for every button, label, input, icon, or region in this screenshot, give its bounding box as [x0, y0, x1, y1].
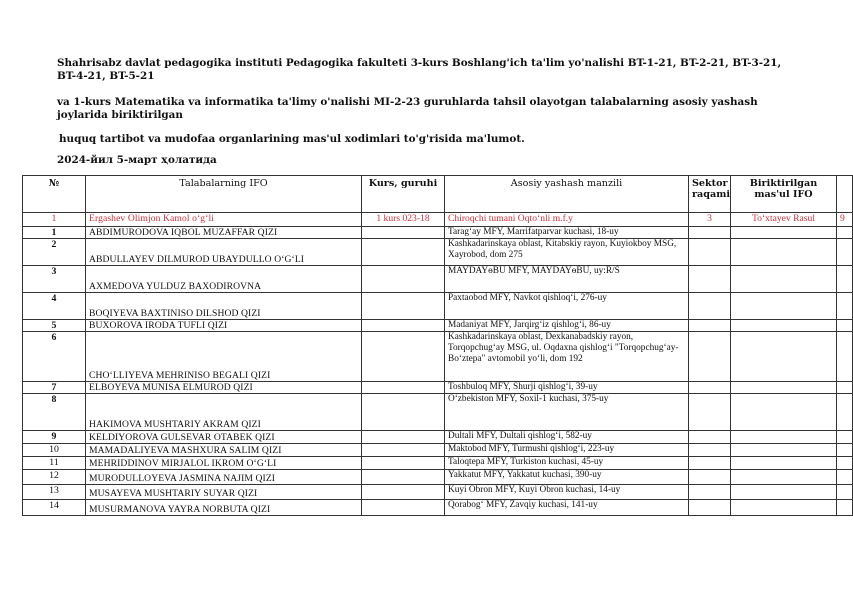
- example-sector: 3: [689, 213, 731, 227]
- row-assigned: [731, 293, 837, 320]
- row-address: Kuyi Obron MFY, Kuyi Obron kuchasi, 14-uy: [445, 485, 689, 500]
- row-sector: [689, 332, 731, 382]
- row-extra: [837, 266, 853, 293]
- row-address: Taloqtepa MFY, Turkiston kuchasi, 45-uy: [445, 457, 689, 470]
- header-sector: Sektor raqami: [689, 176, 731, 213]
- row-sector: [689, 444, 731, 457]
- row-extra: [837, 470, 853, 485]
- row-course: [362, 444, 445, 457]
- row-extra: [837, 332, 853, 382]
- row-student-name: MAMADALIYEVA MASHXURA SALIM QIZI: [86, 444, 362, 457]
- row-sector: [689, 431, 731, 444]
- row-student-name: ABDIMURODOVA IQBOL MUZAFFAR QIZI: [86, 227, 362, 239]
- row-address: Madaniyat MFY, Jarqirg‘iz qishlog‘i, 86-uy: [445, 320, 689, 332]
- row-course: [362, 382, 445, 394]
- students-table: [22, 175, 853, 516]
- row-assigned: [731, 227, 837, 239]
- row-address: Paxtaobod MFY, Navkot qishloq‘i, 276-uy: [445, 293, 689, 320]
- row-num: 9: [23, 431, 86, 444]
- row-address: Tarag‘ay MFY, Marrifatparvar kuchasi, 18-uy: [445, 227, 689, 239]
- row-course: [362, 227, 445, 239]
- row-sector: [689, 227, 731, 239]
- row-extra: [837, 444, 853, 457]
- row-student-name: MUSURMANOVA YAYRA NORBUTA QIZI: [86, 500, 362, 516]
- table-row: [23, 266, 853, 293]
- row-extra: [837, 293, 853, 320]
- row-extra: [837, 431, 853, 444]
- row-sector: [689, 382, 731, 394]
- row-course: [362, 293, 445, 320]
- table-row: [23, 470, 853, 485]
- row-assigned: [731, 444, 837, 457]
- row-extra: [837, 382, 853, 394]
- table-row: [23, 500, 853, 516]
- row-assigned: [731, 332, 837, 382]
- row-num: 12: [23, 470, 86, 485]
- table-row: [23, 394, 853, 431]
- row-sector: [689, 239, 731, 266]
- example-name: Ergashev Olimjon Kamol o‘g‘li: [86, 213, 362, 227]
- row-assigned: [731, 320, 837, 332]
- row-address: Dultali MFY, Dultali qishlog‘i, 582-uy: [445, 431, 689, 444]
- row-sector: [689, 485, 731, 500]
- row-student-name: AXMEDOVA YULDUZ BAXODIROVNA: [86, 266, 362, 293]
- table-row: [23, 320, 853, 332]
- table-row: [23, 239, 853, 266]
- table-row: [23, 457, 853, 470]
- row-address: Kashkadarinskaya oblast, Kitabskiy rayon, Kuyiokboy MSG, Xayrobod, dom 275: [445, 239, 689, 266]
- table-row: [23, 431, 853, 444]
- row-extra: [837, 500, 853, 516]
- row-assigned: [731, 239, 837, 266]
- table-row: [23, 332, 853, 382]
- row-assigned: [731, 266, 837, 293]
- row-student-name: MUSAYEVA MUSHTARIY SUYAR QIZI: [86, 485, 362, 500]
- row-address: Yakkatut MFY, Yakkatut kuchasi, 390-uy: [445, 470, 689, 485]
- row-num: 13: [23, 485, 86, 500]
- example-assigned: To‘xtayev Rasul: [731, 213, 837, 227]
- row-assigned: [731, 470, 837, 485]
- row-address: Kashkadarinskaya oblast, Dexkanabadskiy rayon, Torqopchug‘ay MSG, ul. Oqdaxna qishlog‘i "Torqopchug‘ay-Bo‘ztepa" avtomobil yo‘li, dom 192: [445, 332, 689, 382]
- row-course: [362, 431, 445, 444]
- row-address: Qorabog‘ MFY, Zavqiy kuchasi, 141-uy: [445, 500, 689, 516]
- row-student-name: MURODULLOYEVA JASMINA NAJIM QIZI: [86, 470, 362, 485]
- row-address: Toshbuloq MFY, Shurji qishlog‘i, 39-uy: [445, 382, 689, 394]
- header-name: Talabalarning IFO: [86, 176, 362, 213]
- row-student-name: HAKIMOVA MUSHTARIY AKRAM QIZI: [86, 394, 362, 431]
- example-course: 1 kurs 023-18: [362, 213, 445, 227]
- row-extra: [837, 227, 853, 239]
- row-sector: [689, 457, 731, 470]
- document-title-line-3: huquq tartibot va mudofaa organlarining mas'ul xodimlari to'g'risida ma'lumot.: [59, 133, 525, 145]
- row-course: [362, 394, 445, 431]
- table-row: [23, 485, 853, 500]
- row-sector: [689, 500, 731, 516]
- row-address: MAYDAYөBU MFY, MAYDAYөBU, uy:R/S: [445, 266, 689, 293]
- row-assigned: [731, 394, 837, 431]
- row-assigned: [731, 382, 837, 394]
- row-extra: [837, 457, 853, 470]
- row-num: 7: [23, 382, 86, 394]
- row-student-name: ABDULLAYEV DILMUROD UBAYDULLO O‘G‘LI: [86, 239, 362, 266]
- row-student-name: BUXOROVA IRODA TUFLI QIZI: [86, 320, 362, 332]
- row-course: [362, 266, 445, 293]
- row-num: 4: [23, 293, 86, 320]
- document-date: 2024-йил 5-март ҳолатида: [57, 154, 217, 166]
- document-title-line-1: Shahrisabz davlat pedagogika instituti Pedagogika fakulteti 3-kurs Boshlang'ich ta'lim yo'nalishi BT-1-21, BT-2-21, BT-3-21, BT-4-21, BT-5-21: [57, 57, 782, 82]
- row-student-name: BOQIYEVA BAXTINISO DILSHOD QIZI: [86, 293, 362, 320]
- row-student-name: MEHRIDDINOV MIRJALOL IKROM O‘G‘LI: [86, 457, 362, 470]
- row-assigned: [731, 500, 837, 516]
- row-num: 5: [23, 320, 86, 332]
- row-num: 1: [23, 227, 86, 239]
- row-num: 8: [23, 394, 86, 431]
- row-sector: [689, 470, 731, 485]
- row-course: [362, 457, 445, 470]
- row-num: 10: [23, 444, 86, 457]
- document-title-line-2: va 1-kurs Matematika va informatika ta'limy o'nalishi MI-2-23 guruhlarda tahsil olayotgan talabalarning asosiy yashash joylarida biriktirilgan: [57, 96, 758, 121]
- table-row: [23, 227, 853, 239]
- row-assigned: [731, 457, 837, 470]
- row-course: [362, 239, 445, 266]
- row-student-name: ELBOYEVA MUNISA ELMUROD QIZI: [86, 382, 362, 394]
- header-course: Kurs, guruhi: [362, 176, 445, 213]
- example-address: Chiroqchi tumani Oqto‘nli m.f.y: [445, 213, 689, 227]
- row-num: 2: [23, 239, 86, 266]
- example-extra: 9: [837, 213, 853, 227]
- row-course: [362, 332, 445, 382]
- row-course: [362, 500, 445, 516]
- row-course: [362, 485, 445, 500]
- row-sector: [689, 320, 731, 332]
- row-sector: [689, 293, 731, 320]
- row-extra: [837, 239, 853, 266]
- example-num: 1: [23, 213, 86, 227]
- row-extra: [837, 485, 853, 500]
- row-address: Maktobod MFY, Turmushi qishlog‘i, 223-uy: [445, 444, 689, 457]
- header-assigned: Biriktirilgan mas'ul IFO: [731, 176, 837, 213]
- row-course: [362, 320, 445, 332]
- row-course: [362, 470, 445, 485]
- table-row: [23, 382, 853, 394]
- header-extra: [837, 176, 853, 213]
- row-num: 6: [23, 332, 86, 382]
- example-row: [23, 213, 853, 227]
- table-row: [23, 293, 853, 320]
- row-extra: [837, 394, 853, 431]
- row-assigned: [731, 485, 837, 500]
- row-sector: [689, 394, 731, 431]
- row-assigned: [731, 431, 837, 444]
- row-sector: [689, 266, 731, 293]
- row-num: 11: [23, 457, 86, 470]
- row-address: O‘zbekiston MFY, Soxil-1 kuchasi, 375-uy: [445, 394, 689, 431]
- header-address: Asosiy yashash manzili: [445, 176, 689, 213]
- row-num: 14: [23, 500, 86, 516]
- header-num: №: [23, 176, 86, 213]
- row-student-name: KELDIYOROVA GULSEVAR OTABEK QIZI: [86, 431, 362, 444]
- row-extra: [837, 320, 853, 332]
- row-student-name: CHO‘LLIYEVA MEHRINISO BEGALI QIZI: [86, 332, 362, 382]
- table-row: [23, 444, 853, 457]
- row-num: 3: [23, 266, 86, 293]
- table-header-row: [23, 176, 853, 213]
